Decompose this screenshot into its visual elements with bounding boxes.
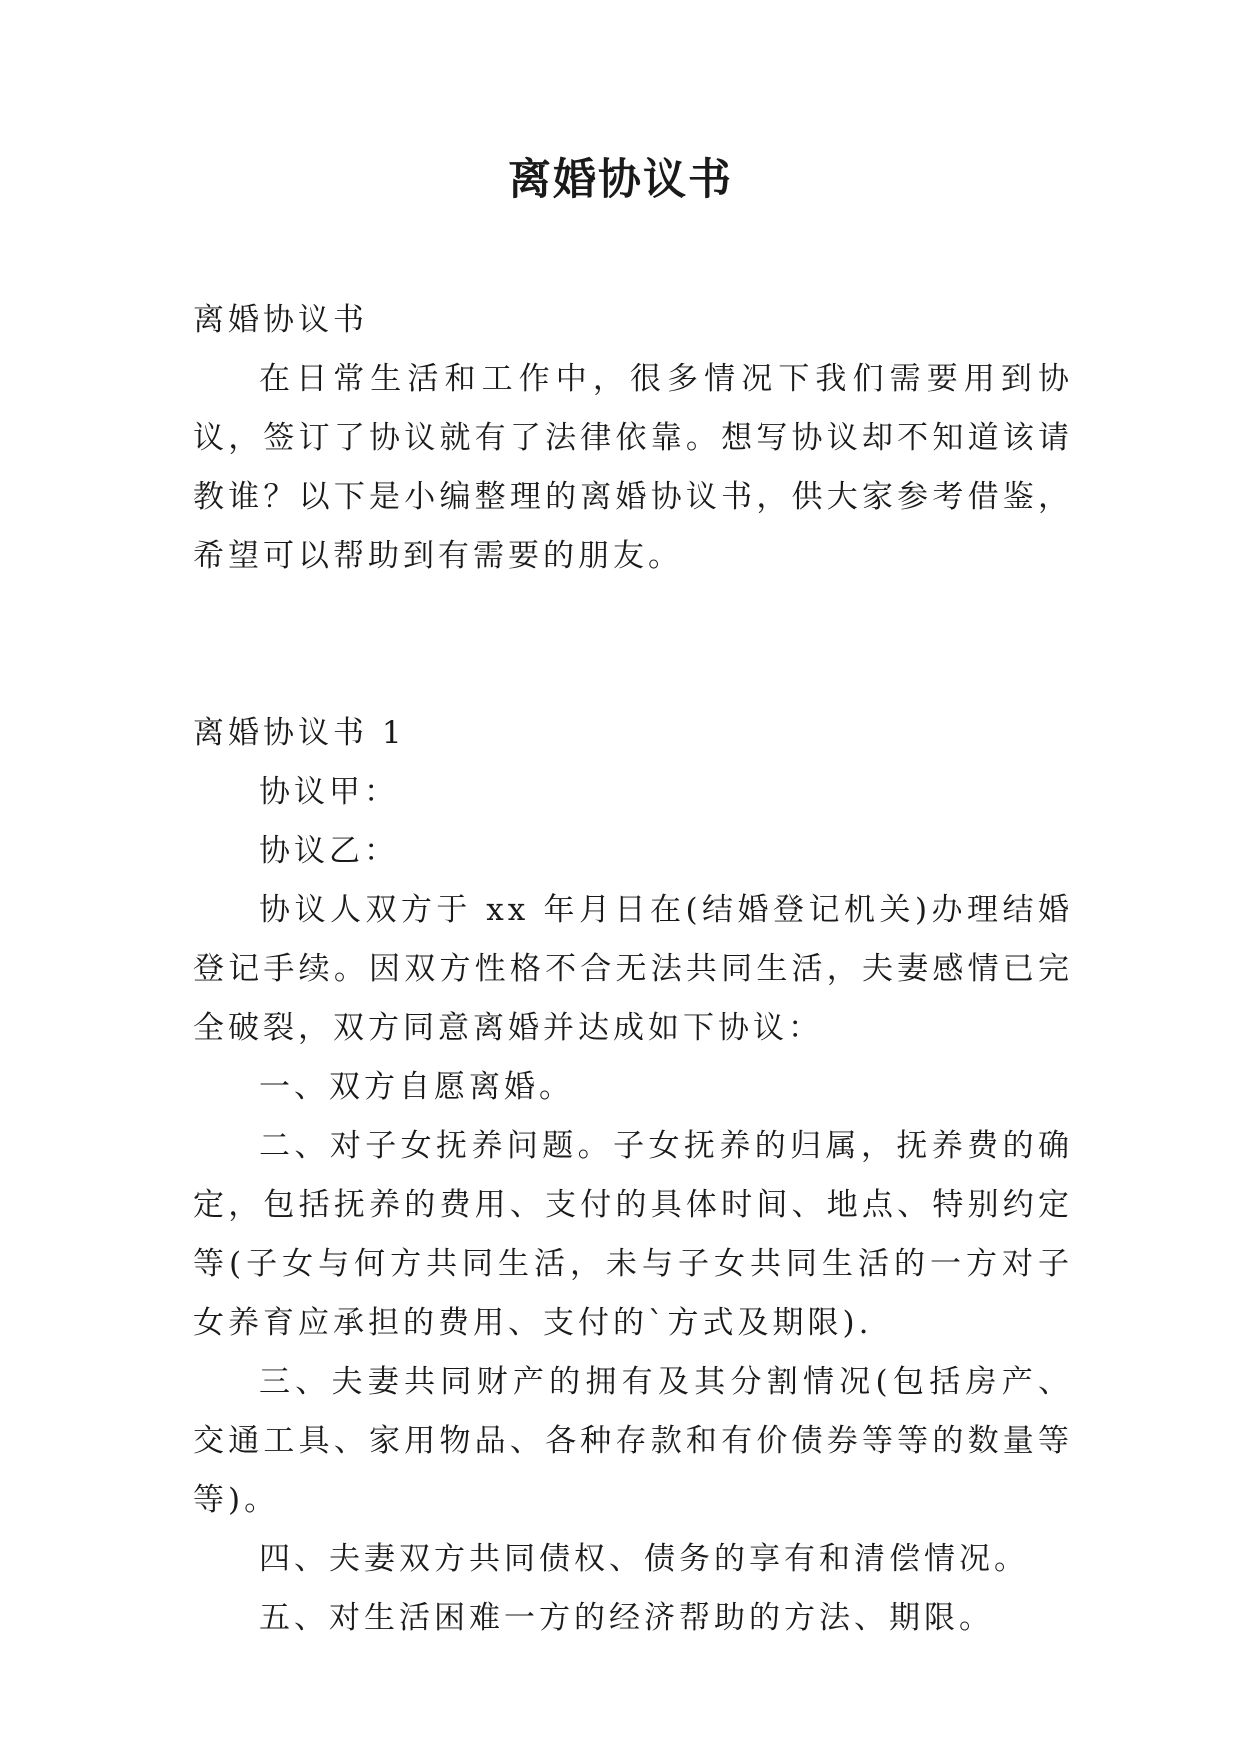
section-heading: 离婚协议书 1 xyxy=(193,715,406,751)
party-a-line: 协议甲： xyxy=(259,774,399,810)
preamble-paragraph: 协议人双方于 xx 年月日在(结婚登记机关)办理结婚登记手续。因双方性格不合无法共同生活，夫妻感情已完全破裂，双方同意离婚并达成如下协议： xyxy=(193,892,1073,1046)
document-body xyxy=(193,291,1073,1648)
section-spacer xyxy=(193,586,1073,704)
intro-paragraph: 在日常生活和工作中，很多情况下我们需要用到协议，签订了协议就有了法律依靠。想写协议却不知道该请教谁？以下是小编整理的离婚协议书，供大家参考借鉴，希望可以帮助到有需要的朋友。 xyxy=(193,361,1073,574)
clause-5: 五、对生活困难一方的经济帮助的方法、期限。 xyxy=(259,1600,994,1636)
party-b-line: 协议乙： xyxy=(259,833,399,869)
clause-1: 一、双方自愿离婚。 xyxy=(259,1069,574,1105)
clause-2: 二、对子女抚养问题。子女抚养的归属，抚养费的确定，包括抚养的费用、支付的具体时间、地点、特别约定等(子女与何方共同生活，未与子女共同生活的一方对子女养育应承担的费用、支付的`方式及期限). xyxy=(193,1128,1073,1341)
document-title: 离婚协议书 xyxy=(508,155,733,205)
clause-4: 四、夫妻双方共同债权、债务的享有和清偿情况。 xyxy=(259,1541,1029,1577)
intro-heading: 离婚协议书 xyxy=(193,302,368,338)
clause-3: 三、夫妻共同财产的拥有及其分割情况(包括房产、交通工具、家用物品、各种存款和有价债券等等的数量等等)。 xyxy=(193,1364,1073,1518)
